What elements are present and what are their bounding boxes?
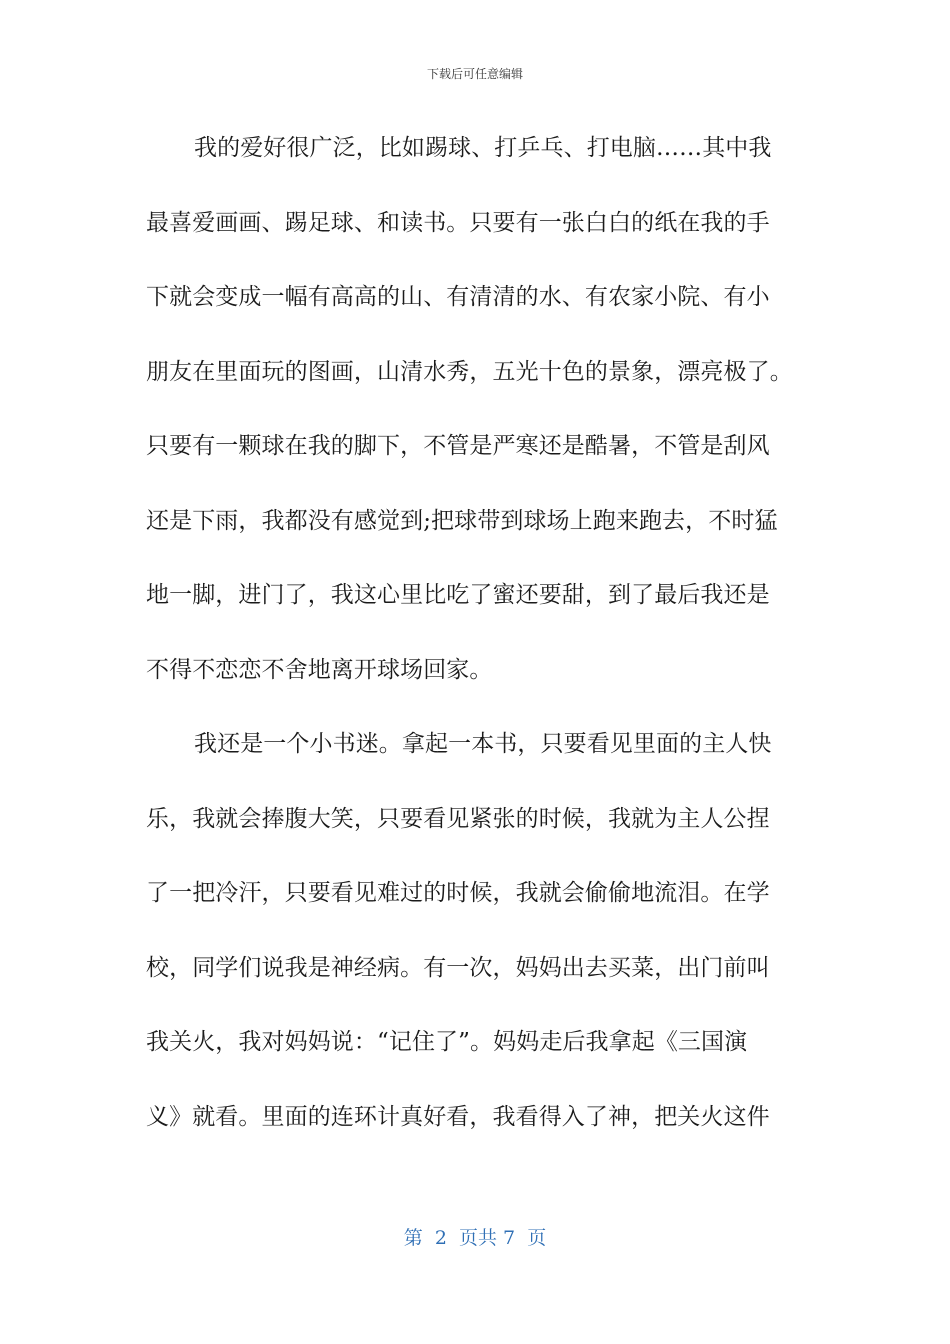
text-line: 我关火，我对妈妈说：“记住了”。妈妈走后我拿起《三国演 (146, 1029, 748, 1055)
text-line: 朋友在里面玩的图画，山清水秀，五光十色的景象，漂亮极了。 (146, 358, 793, 385)
text-line: 下就会变成一幅有高高的山、有清清的水、有农家小院、有小 (146, 284, 770, 310)
text-line: 地一脚，进门了，我这心里比吃了蜜还要甜，到了最后我还是 (146, 582, 770, 608)
text-line: 只要有一颗球在我的脚下，不管是严寒还是酷暑，不管是刮风 (146, 433, 770, 459)
text-line: 校，同学们说我是神经病。有一次，妈妈出去买菜，出门前叫 (146, 954, 770, 981)
text-line: 义》就看。里面的连环计真好看，我看得入了神，把关火这件 (146, 1103, 770, 1130)
text-line: 了一把冷汗，只要看见难过的时候，我就会偷偷地流泪。在学 (146, 880, 770, 906)
text-line: 我还是一个小书迷。拿起一本书，只要看见里面的主人快 (194, 731, 772, 757)
header-note: 下载后可任意编辑 (426, 67, 523, 81)
text-line: 还是下雨，我都没有感觉到;把球带到球场上跑来跑去，不时猛 (146, 507, 778, 534)
text-line: 最喜爱画画、踢足球、和读书。只要有一张白白的纸在我的手 (146, 209, 770, 236)
text-line: 我的爱好很广泛，比如踢球、打乒乓、打电脑……其中我 (194, 135, 772, 161)
page-number: 第 2 页共 7 页 (403, 1227, 547, 1249)
text-line: 不得不恋恋不舍地离开球场回家。 (146, 656, 493, 683)
text-line: 乐，我就会捧腹大笑，只要看见紧张的时候，我就为主人公捏 (146, 805, 770, 832)
body-text (146, 111, 826, 1154)
